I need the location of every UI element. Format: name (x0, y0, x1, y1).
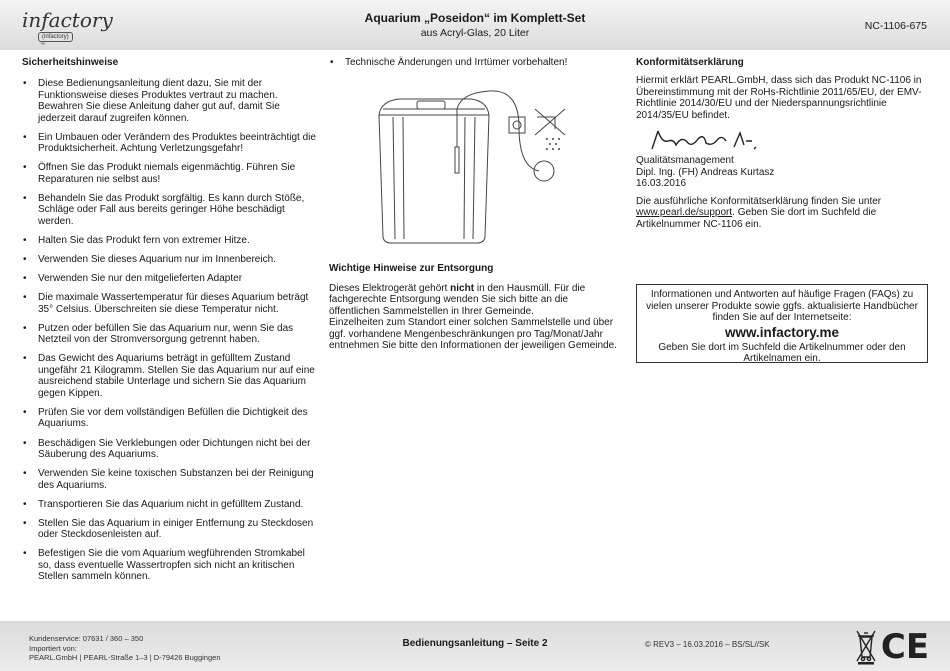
logo-trademark: ™ (40, 42, 45, 48)
footer-contact (29, 634, 221, 663)
safety-item: • Befestigen Sie die vom Aquarium wegführenden Stromkabel so, dass eventuelle Wassertropfen sich nicht an kritischen Stellen sammeln können. (22, 548, 316, 583)
page-footer (0, 621, 950, 671)
conformity-statement: Hiermit erklärt PEARL.GmbH, dass sich das Produkt NC-1106 in Übereinstimmung mit der RoHs-Richtlinie 2011/65/EU, der EMV-Richtlinie 2014/30/EU und der Niederspannungsrichtlinie 2014/35/EU befindet. (636, 75, 922, 121)
conformity-details-end: . Geben Sie dort im Suchfeld die Artikelnummer NC-1106 ein. (636, 207, 877, 230)
disposal-text-emphasis: nicht (450, 282, 475, 294)
safety-list (22, 78, 316, 583)
ce-mark-text: CE (880, 627, 930, 665)
safety-item: • Das Gewicht des Aquariums beträgt in gefülltem Zustand ungefähr 21 Kilogramm. Stellen Sie das Aquarium nur auf eine ausreichend stabile Unterlage und sichern Sie das Aquarium gegen Kippen. (22, 353, 316, 399)
weee-bin-icon (856, 627, 876, 665)
document-number: NC-1106-675 (864, 20, 927, 32)
importer-label: Importiert von: (29, 643, 77, 653)
middle-section (329, 57, 621, 352)
signature-date: 16.03.2016 (636, 178, 687, 189)
safety-item: • Halten Sie das Produkt fern von extremer Hitze. (22, 235, 316, 247)
safety-item: • Verwenden Sie nur den mitgelieferten Adapter (22, 273, 316, 285)
safety-item: • Öffnen Sie das Produkt niemals eigenmächtig. Führen Sie Reparaturen nie selbst aus! (22, 162, 316, 185)
safety-item: • Putzen oder befüllen Sie das Aquarium nur, wenn Sie das Netzteil von der Stromversorgung getrennt haben. (22, 323, 316, 346)
logo-wordmark: infactory (22, 8, 113, 32)
page-label: Bedienungsanleitung – Seite 2 (402, 638, 548, 649)
support-link[interactable]: www.pearl.de/support (636, 207, 733, 218)
safety-item: • Verwenden Sie dieses Aquarium nur im Innenbereich. (22, 254, 316, 266)
logo-subtext: (infactory) (38, 32, 73, 42)
safety-item: • Ein Umbauen oder Verändern des Produktes beeinträchtigt die Produktsicherheit. Achtung Verletzungsgefahr! (22, 132, 316, 155)
safety-item: • Stellen Sie das Aquarium in einiger Entfernung zu Steckdosen oder Steckdosenleisten auf. (22, 518, 316, 541)
document-title: Aquarium „Poseidon“ im Komplett-Set (364, 11, 586, 25)
faq-box (636, 284, 928, 363)
safety-item: • Behandeln Sie das Produkt sorgfältig. Es kann durch Stöße, Schläge oder Fall aus bereits geringer Höhe beschädigt werden. (22, 193, 316, 228)
disposal-details: Einzelheiten zum Standort einer solchen Sammelstelle und über ggf. vorhandene Mengenbeschränkungen pro Tag/Monat/Jahr entnehmen Sie bitte den Informationen der jeweiligen Gemeinde. (329, 317, 617, 351)
signature-graphic (648, 127, 758, 153)
disposal-heading: Wichtige Hinweise zur Entsorgung (329, 262, 494, 274)
safety-item: • Diese Bedienungsanleitung dient dazu, Sie mit der Funktionsweise dieses Produktes vertraut zu machen. Bewahren Sie diese Anleitung daher gut auf, damit Sie jederzeit darauf zugreifen können. (22, 78, 316, 124)
brand-logo (22, 6, 113, 48)
importer-address: PEARL.GmbH | PEARL-Straße 1–3 | D-79426 Buggingen (29, 653, 221, 662)
ce-mark-icon (878, 627, 932, 665)
revision-info: © REV3 – 16.03.2016 – BS/SL//SK (645, 640, 770, 649)
safety-section (22, 57, 316, 591)
technical-note: • Technische Änderungen und Irrtümer vorbehalten! (329, 57, 621, 69)
conformity-details (636, 196, 930, 231)
safety-item: • Transportieren Sie das Aquarium nicht in gefülltem Zustand. (22, 499, 316, 511)
disposal-text-end: in den Hausmüll. Für die fachgerechte Entsorgung wenden Sie sich bitte an die öffentlichen Sammelstellen in Ihrer Gemeinde. (329, 282, 586, 317)
safety-item: • Verwenden Sie keine toxischen Substanzen bei der Reinigung des Aquariums. (22, 468, 316, 491)
safety-item: • Die maximale Wassertemperatur für dieses Aquarium beträgt 35° Celsius. Überschreiten sie diese Temperatur nicht. (22, 292, 316, 315)
safety-heading: Sicherheitshinweise (22, 57, 119, 68)
safety-item: • Prüfen Sie vor dem vollständigen Befüllen die Dichtigkeit des Aquariums. (22, 407, 316, 430)
signer-name: Dipl. Ing. (FH) Andreas Kurtasz (636, 166, 775, 178)
faq-intro: Informationen und Antworten auf häufige Fragen (FAQs) zu vielen unserer Produkte sowie ggfs. aktualisierte Handbücher finden Sie auf der Internetseite: (646, 289, 918, 323)
safety-item: • Beschädigen Sie Verklebungen oder Dichtungen nicht bei der Säuberung des Aquariums. (22, 438, 316, 461)
aquarium-illustration (369, 87, 579, 257)
conformity-details-start: Die ausführliche Konformitätserklärung finden Sie unter (636, 195, 882, 207)
technical-note-list (329, 57, 621, 69)
faq-website-link[interactable]: www.infactory.me (724, 324, 840, 340)
disposal-text-start: Dieses Elektrogerät gehört (329, 282, 451, 294)
faq-hint: Geben Sie dort im Suchfeld die Artikelnummer oder den Artikelnamen ein. (658, 341, 906, 364)
conformity-heading: Konformitätserklärung (636, 57, 744, 68)
customer-service: Kundenservice: 07631 / 360 – 350 (29, 634, 144, 643)
disposal-paragraph (329, 283, 621, 318)
document-subtitle: aus Acryl-Glas, 20 Liter (420, 27, 530, 39)
page-header (0, 0, 950, 50)
signer-role: Qualitätsmanagement (636, 155, 734, 166)
conformity-section (636, 57, 930, 230)
